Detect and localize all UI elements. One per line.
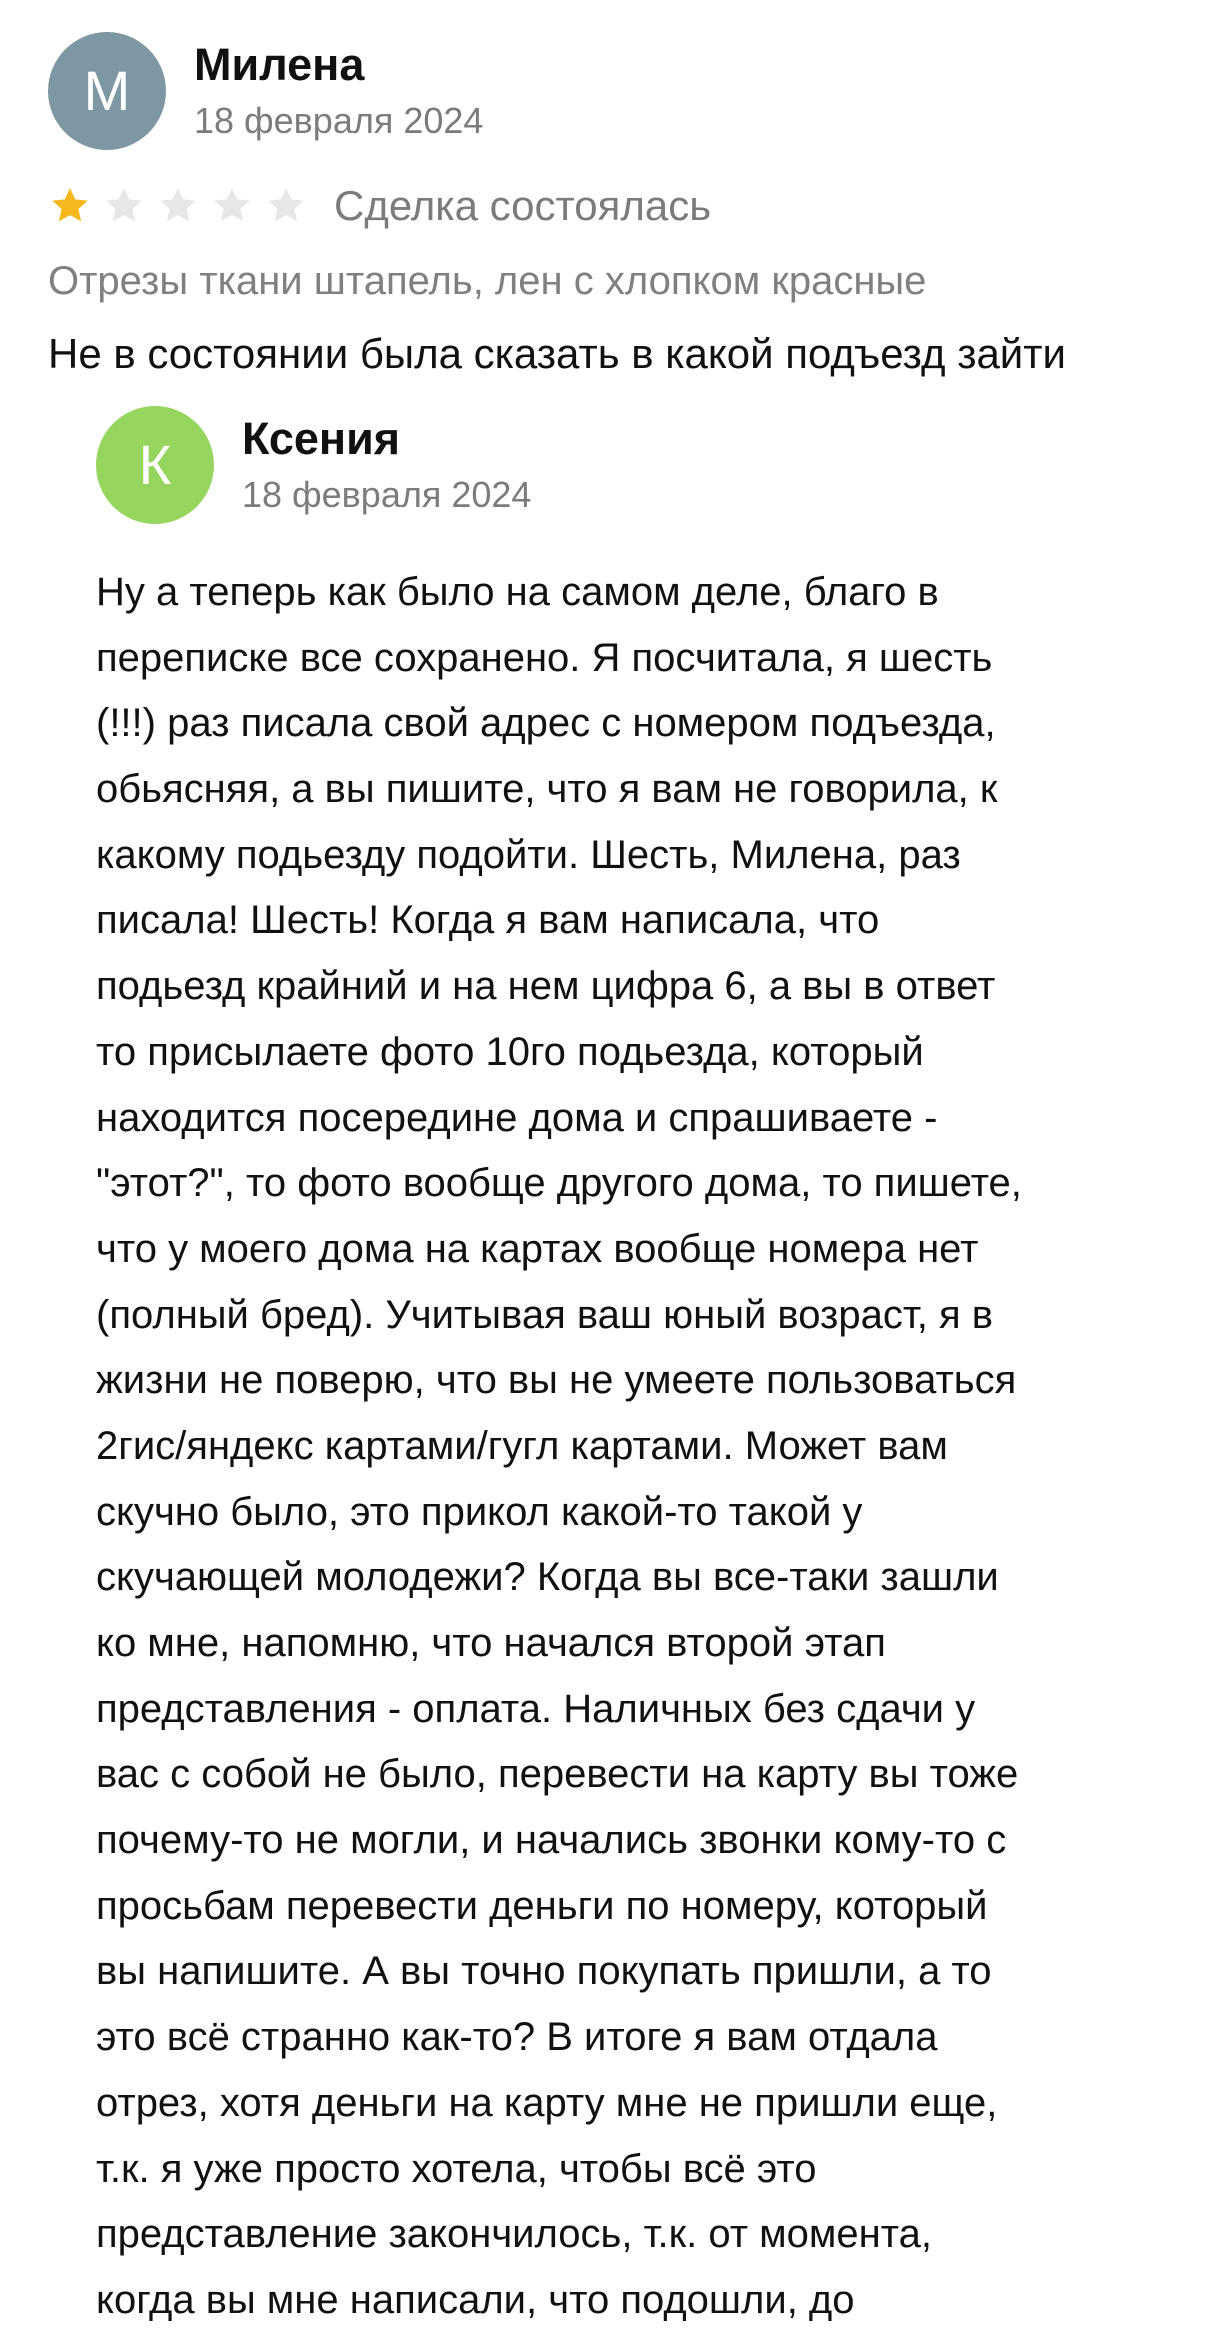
reply-text-line: находится посередине дома и спрашиваете -: [96, 1095, 938, 1140]
reply-text-line: отрез, хотя деньги на карту мне не пришли еще,: [96, 2080, 998, 2125]
reply-text-line: когда вы мне написали, что подошли, до: [96, 2277, 855, 2322]
reply-text-line: (полный бред). Учитывая ваш юный возраст, я в: [96, 1292, 993, 1337]
star-rating: [48, 184, 308, 228]
star-empty-icon: [210, 184, 254, 228]
reply-date: 18 февраля 2024: [242, 474, 532, 515]
seller-reply: [96, 406, 1186, 2334]
reply-text-line: обьясняя, а вы пишите, что я вам не говорила, к: [96, 767, 998, 812]
reply-text-line: представления - оплата. Наличных без сдачи у: [96, 1686, 976, 1731]
reply-text-line: писала! Шесть! Когда я вам написала, что: [96, 898, 880, 943]
reply-text-line: скучающей молодежи? Когда вы все-таки зашли: [96, 1555, 999, 1600]
reply-text-line: 2гис/яндекс картами/гугл картами. Может вам: [96, 1423, 948, 1468]
star-empty-icon: [156, 184, 200, 228]
star-filled-icon: [48, 184, 92, 228]
reply-text-line: то присылаете фото 10го подьезда, который: [96, 1029, 924, 1074]
star-empty-icon: [102, 184, 146, 228]
star-empty-icon: [264, 184, 308, 228]
reply-author-avatar[interactable]: [96, 406, 214, 524]
deal-status: Сделка состоялась: [334, 182, 712, 229]
reply-text-line: Ну а теперь как было на самом деле, благо в: [96, 570, 939, 614]
reply-text-line: это всё странно как-то? В итоге я вам отдала: [96, 2015, 938, 2060]
reply-author-header: [96, 406, 1186, 524]
reply-text-line: подьезд крайний и на нем цифра 6, а вы в ответ: [96, 964, 996, 1009]
reply-text-line: "этот?", то фото вообще другого дома, то пишете,: [96, 1161, 1022, 1206]
reply-author-name[interactable]: Ксения: [242, 413, 401, 464]
review-author-info: [194, 32, 483, 146]
review-rating-row: [48, 174, 1188, 238]
reply-text-line: вас с собой не было, перевести на карту вы тоже: [96, 1752, 1019, 1797]
reply-text-line: т.к. я уже просто хотела, чтобы всё это: [96, 2146, 817, 2191]
reply-text-line: почему-то не могли, и начались звонки кому-то с: [96, 1818, 1007, 1863]
reply-text-line: жизни не поверю, что вы не умеете пользоваться: [96, 1358, 1017, 1403]
reply-text-line: переписке все сохранено. Я посчитала, я шесть: [96, 635, 993, 680]
review-product-name[interactable]: Отрезы ткани штапель, лен с хлопком красные: [48, 259, 927, 303]
review-author-name[interactable]: Милена: [194, 39, 365, 90]
review-comment-text: Не в состоянии была сказать в какой подъезд зайти: [48, 330, 1066, 377]
review-author-header: [48, 32, 1188, 150]
reply-author-initial: К: [138, 433, 172, 496]
review-author-avatar[interactable]: [48, 32, 166, 150]
reply-text-line: какому подьезду подойти. Шесть, Милена, раз: [96, 832, 961, 877]
review-author-initial: М: [83, 59, 131, 122]
reply-text-line: вы напишите. А вы точно покупать пришли, а то: [96, 1949, 992, 1994]
reply-text-line: скучно было, это прикол какой-то такой у: [96, 1489, 863, 1534]
reply-author-info: [242, 406, 531, 520]
reply-text-line: (!!!) раз писала свой адрес с номером подъезда,: [96, 701, 996, 746]
reply-text-line: ко мне, напомню, что начался второй этап: [96, 1621, 886, 1665]
review-card: [48, 32, 1188, 384]
reply-text-line: что у моего дома на картах вообще номера нет: [96, 1226, 979, 1271]
reply-text-line: представление закончилось, т.к. от момента,: [96, 2212, 932, 2257]
review-date: 18 февраля 2024: [194, 100, 484, 141]
reply-text-line: просьбам перевести деньги по номеру, который: [96, 1883, 988, 1928]
reply-comment-text: [96, 560, 1176, 2334]
